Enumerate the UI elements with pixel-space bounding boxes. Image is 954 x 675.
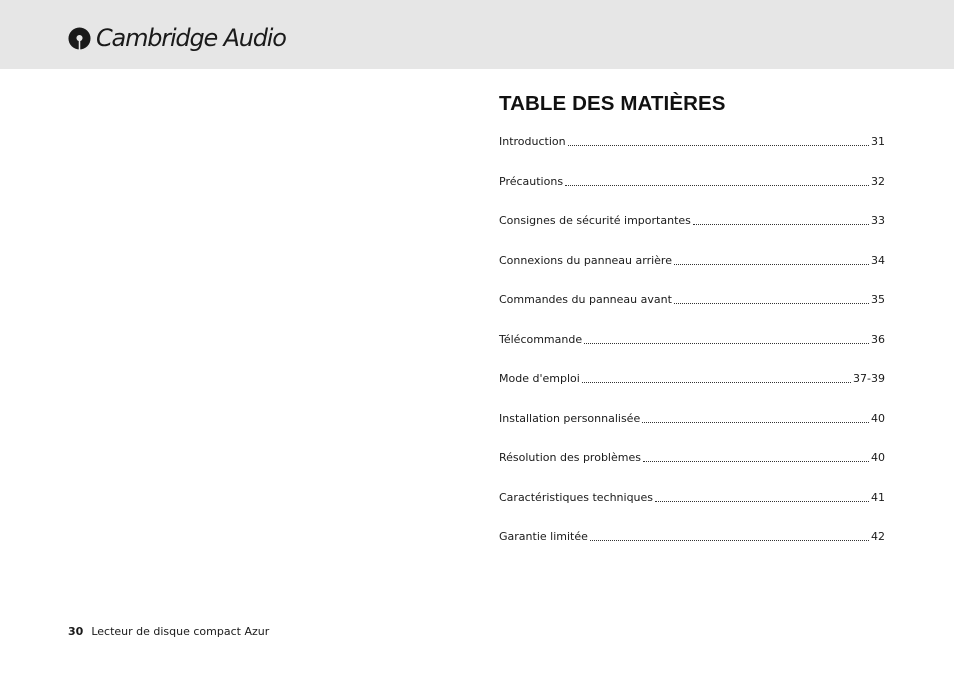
toc-entry-page: 34 bbox=[871, 253, 885, 267]
page-number: 30 bbox=[68, 625, 84, 638]
toc-entry[interactable] bbox=[499, 450, 885, 490]
footer-caption: Lecteur de disque compact Azur bbox=[91, 625, 270, 638]
toc-entry-page: 42 bbox=[871, 530, 885, 543]
toc-dot-leader bbox=[655, 490, 869, 502]
brand-name: Cambridge Audio bbox=[96, 24, 286, 52]
toc-entry-page: 40 bbox=[871, 451, 885, 464]
toc-entry-label: Installation personnalisée bbox=[499, 411, 641, 425]
toc-dot-leader bbox=[674, 292, 869, 304]
toc-dot-leader bbox=[642, 411, 869, 423]
toc-entry-page: 32 bbox=[871, 174, 885, 188]
toc-dot-leader bbox=[568, 134, 869, 146]
toc-entry[interactable] bbox=[499, 529, 885, 569]
toc-entry[interactable] bbox=[499, 332, 885, 372]
toc-entry-label: Caractéristiques techniques bbox=[499, 490, 654, 504]
toc-entry-label: Mode d'emploi bbox=[499, 372, 580, 385]
toc-list bbox=[499, 134, 885, 569]
toc-entry[interactable] bbox=[499, 213, 885, 253]
toc-entry-page: 40 bbox=[871, 411, 885, 425]
toc-entry-page: 36 bbox=[871, 332, 885, 346]
disc-logo-icon bbox=[68, 27, 91, 50]
toc-entry-label: Consignes de sécurité importantes bbox=[499, 214, 691, 227]
header-band bbox=[0, 0, 954, 69]
toc-entry-label: Télécommande bbox=[499, 332, 583, 346]
toc-dot-leader bbox=[693, 213, 869, 225]
toc-dot-leader bbox=[643, 450, 869, 462]
toc-entry-label: Commandes du panneau avant bbox=[499, 293, 672, 306]
toc-entry-label: Résolution des problèmes bbox=[499, 451, 641, 464]
toc-entry[interactable] bbox=[499, 490, 885, 530]
toc-entry-page: 37-39 bbox=[853, 372, 885, 385]
toc-entry-page: 41 bbox=[871, 490, 885, 504]
toc-dot-leader bbox=[590, 529, 869, 541]
toc-dot-leader bbox=[565, 174, 869, 186]
toc-title: TABLE DES MATIÈRES bbox=[499, 92, 726, 115]
toc-entry-page: 33 bbox=[871, 214, 885, 227]
toc-entry-label: Connexions du panneau arrière bbox=[499, 253, 672, 267]
toc-entry[interactable] bbox=[499, 371, 885, 411]
toc-entry[interactable] bbox=[499, 174, 885, 214]
toc-entry-page: 35 bbox=[871, 293, 885, 306]
toc-dot-leader bbox=[582, 371, 851, 383]
page-footer bbox=[68, 625, 269, 638]
toc-entry[interactable] bbox=[499, 134, 885, 174]
toc-dot-leader bbox=[674, 253, 869, 265]
toc-entry-label: Précautions bbox=[499, 174, 564, 188]
toc-entry[interactable] bbox=[499, 292, 885, 332]
toc-entry[interactable] bbox=[499, 253, 885, 293]
toc-entry-label: Introduction bbox=[499, 135, 566, 148]
brand-logo bbox=[68, 23, 286, 53]
toc-entry[interactable] bbox=[499, 411, 885, 451]
toc-entry-label: Garantie limitée bbox=[499, 530, 588, 543]
toc-entry-page: 31 bbox=[871, 135, 885, 148]
toc-dot-leader bbox=[584, 332, 869, 344]
